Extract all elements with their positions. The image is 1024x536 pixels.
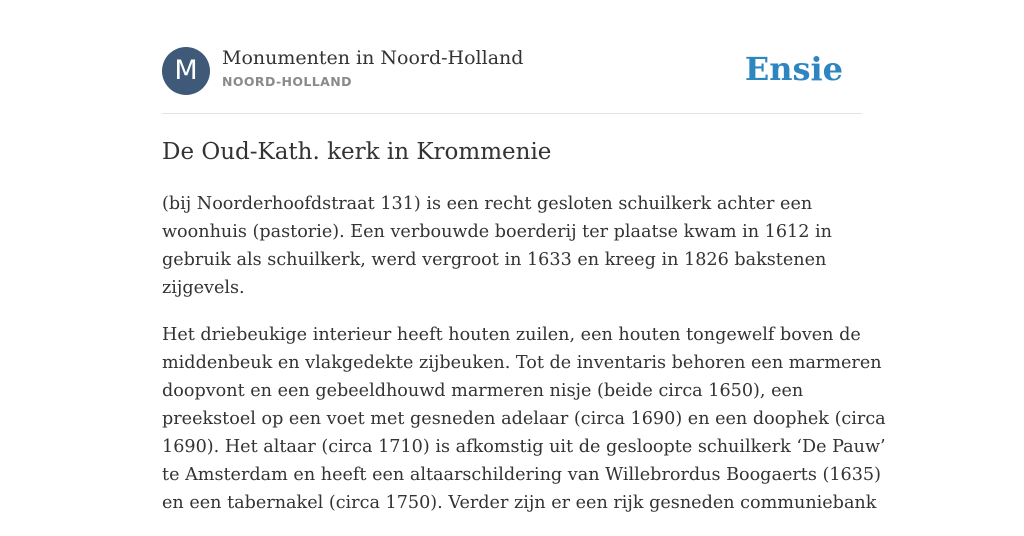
- article-title: De Oud-Kath. kerk in Krommenie: [162, 139, 552, 165]
- article-paragraph: [162, 321, 886, 517]
- text-line: (bij Noorderhoofdstraat 131) is een recht gesloten schuilkerk achter een: [162, 194, 813, 214]
- site-header: [162, 47, 862, 95]
- text-line: 1690). Het altaar (circa 1710) is afkomstig uit de gesloopte schuilkerk ‘De Pauw’: [162, 437, 886, 457]
- brand-logo[interactable]: Ensie: [744, 50, 843, 88]
- text-line: preekstoel op een voet met gesneden adelaar (circa 1690) en een doophek (circa: [162, 409, 886, 429]
- text-line: zijgevels.: [162, 278, 245, 298]
- article-body: [162, 190, 886, 536]
- text-line: middenbeuk en vlakgedekte zijbeuken. Tot de inventaris behoren een marmeren: [162, 353, 882, 373]
- text-line: en een tabernakel (circa 1750). Verder zijn er een rijk gesneden communiebank: [162, 493, 877, 513]
- text-line: doopvont en een gebeeldhouwd marmeren nisje (beide circa 1650), een: [162, 381, 804, 401]
- header-divider: [162, 113, 862, 114]
- site-title[interactable]: Monumenten in Noord-Holland: [222, 47, 524, 69]
- site-subtitle[interactable]: NOORD-HOLLAND: [222, 74, 352, 89]
- text-line: te Amsterdam en heeft een altaarschildering van Willebrordus Boogaerts (1635): [162, 465, 881, 485]
- avatar[interactable]: M: [162, 47, 210, 95]
- article-paragraph: [162, 190, 862, 302]
- text-line: Het driebeukige interieur heeft houten zuilen, een houten tongewelf boven de: [162, 325, 861, 345]
- text-line: woonhuis (pastorie). Een verbouwde boerderij ter plaatse kwam in 1612 in: [162, 222, 832, 242]
- text-line: gebruik als schuilkerk, werd vergroot in 1633 en kreeg in 1826 bakstenen: [162, 250, 827, 270]
